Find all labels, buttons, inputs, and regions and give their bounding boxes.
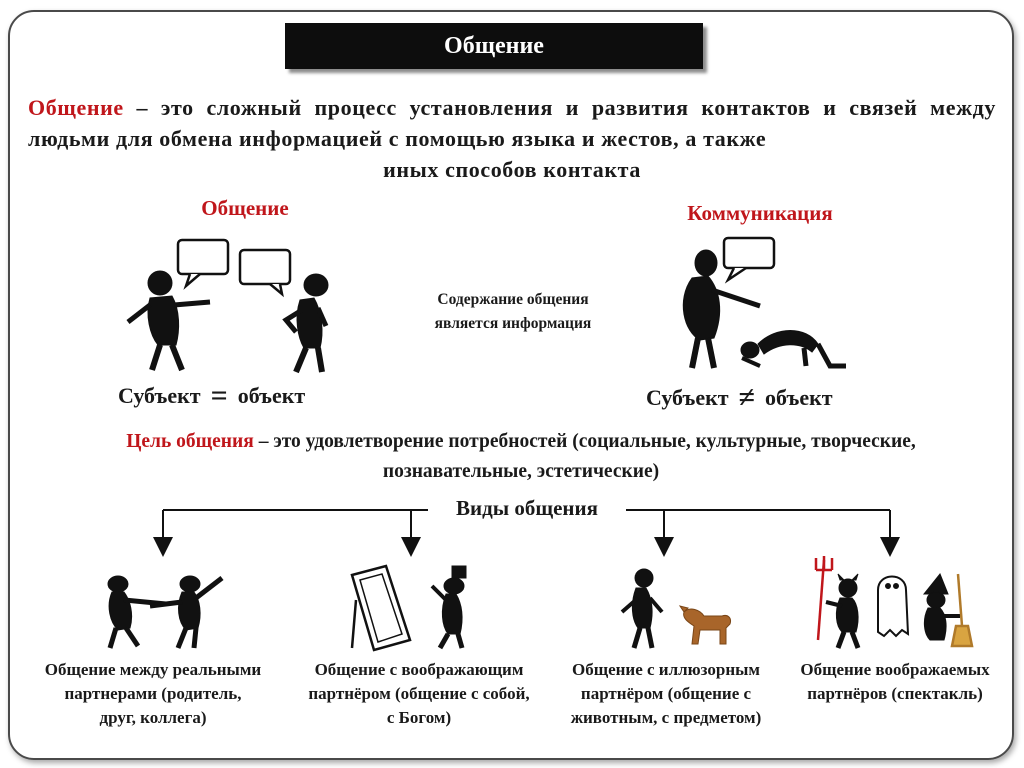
caption-line: друг, коллега) xyxy=(99,708,207,727)
slide-title: Общение xyxy=(285,23,703,69)
caption-line: партнёров (спектакль) xyxy=(807,684,983,703)
content-note xyxy=(398,288,628,336)
caption-line: партнёром (общение с собой, xyxy=(308,684,530,703)
formula-right-object: объект xyxy=(765,385,833,410)
caption-line: с Богом) xyxy=(386,708,452,727)
definition-term: Общение xyxy=(28,95,124,120)
caption-line: партнёром (общение с xyxy=(580,684,752,703)
caption-line: Общение воображаемых xyxy=(800,660,990,679)
not-equal-sign: ≠ xyxy=(738,381,756,414)
caption-line: Общение между реальными xyxy=(44,660,262,679)
goal-text: – это удовлетворение потребностей (социальные, культурные, творческие, xyxy=(253,431,916,452)
definition-text: – это сложный процесс установления и развития контактов и связей между людьми для обмена информацией с помощью языка и жестов, а также xyxy=(28,95,996,151)
type-caption-real xyxy=(18,658,288,730)
communication-heading: Общение xyxy=(201,196,289,220)
content-note-line2: является информация xyxy=(434,315,592,332)
caption-line: животным, с предметом) xyxy=(570,708,762,727)
caption-line: Общение с воображающим xyxy=(314,660,524,679)
content-note-line1: Содержание общения xyxy=(437,291,589,308)
formula-right-subject: Субъект xyxy=(646,385,729,410)
type-caption-illusory xyxy=(548,658,784,730)
goal-term: Цель общения xyxy=(126,431,254,452)
goal-line2: познавательные, эстетические) xyxy=(382,461,660,482)
goal-paragraph xyxy=(28,427,1014,487)
formula-left-subject: Субъект xyxy=(118,383,201,408)
caption-line: Общение с иллюзорным xyxy=(572,660,760,679)
caption-line: партнерами (родитель, xyxy=(64,684,242,703)
definition-last-line: иных способов контакта xyxy=(383,157,641,182)
definition-paragraph xyxy=(28,92,996,185)
formula-equal xyxy=(118,379,306,412)
equal-sign: = xyxy=(210,379,228,412)
type-caption-imaginary xyxy=(778,658,1012,706)
formula-not-equal xyxy=(646,381,833,414)
types-heading: Виды общения xyxy=(428,496,626,521)
communication-alt-heading: Коммуникация xyxy=(687,201,833,225)
formula-left-object: объект xyxy=(237,383,306,408)
type-caption-imagining xyxy=(284,658,554,730)
